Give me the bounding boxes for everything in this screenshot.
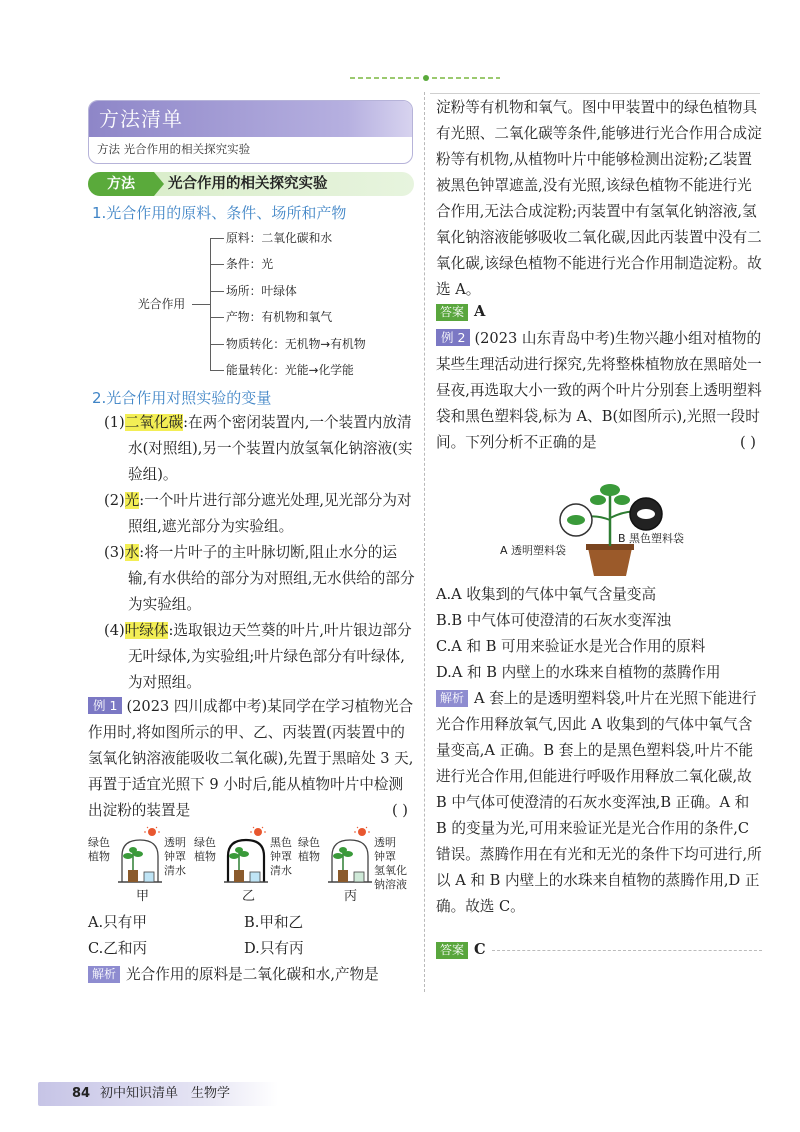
example1-stem-text: (2023 四川成都中考)某同学在学习植物光合作用时,将如图所示的甲、乙、丙装置(丙装置中的氢氧化钠溶液能吸收二氧化碳),先置于黑暗处 3 天,再置于适宜光照下 9 小时后,能从植物叶片中检测出淀粉的装置是 [88,698,414,819]
top-ornament [350,74,500,82]
example1-stem [88,694,414,824]
example2-options [436,582,762,686]
option-a: A.只有甲 [88,914,147,931]
analysis-text: 光合作用的原料是二氧化碳和水,产物是 [126,966,379,983]
label-jar-content: 透明 钟罩 氢氧化 钠溶液 [374,836,407,891]
section1-title: 1.光合作用的原料、条件、场所和产物 [92,204,347,222]
tree-branch: 条件：光 [226,257,274,271]
tree-branch-line [210,370,224,371]
variable-key: 二氧化碳 [124,414,184,431]
analysis-text: A 套上的是透明塑料袋,叶片在光照下能进行光合作用释放氧气,因此 A 收集到的气体中氧气含量变高,A 正确。B 套上的是黑色塑料袋,叶片不能进行光合作用,但能进行呼吸作用释放二氧化碳,故 B 中气体可使澄清的石灰水变浑浊,B 正确。A 和 B 的变量为光,可用来验证光是光合作用的条件,C 错误。蒸腾作用在有光和无光的条件下均可进行,所以 A 和 B 内壁上的水珠来自植物的蒸腾作用,D 正确。故选 C。 [436,690,762,915]
item-number: (4) [104,622,125,639]
example2-figure [500,480,720,580]
label-jar-content: 透明 钟罩 清水 [164,836,186,877]
answer-tag: 答案 [436,942,468,959]
answer-value: C [474,941,486,958]
sun-icon [354,827,370,836]
variable-text: :一个叶片进行部分遮光处理,见光部分为对照组,遮光部分为实验组。 [128,492,412,535]
method-title: 光合作用的相关探究实验 [168,176,328,192]
concept-tree [96,228,416,388]
tree-branch-line [210,264,224,265]
variables-list [104,410,416,696]
option-d: D.A 和 B 内壁上的水珠来自植物的蒸腾作用 [436,664,721,681]
tree-branch-line [210,291,224,292]
variable-text: :将一片叶子的主叶脉切断,阻止水分的运输,有水供给的部分为对照组,无水供给的部分为实验组。 [128,544,415,613]
variable-key: 光 [124,492,140,509]
setup-name: 乙 [242,889,256,904]
tree-trunk [210,238,211,370]
label-b-black-bag: B 黑色塑料袋 [618,532,685,545]
example2-answer-row [436,938,762,962]
bell-jar-setup-bing [326,826,374,888]
analysis-tag: 解析 [436,690,468,707]
variable-item [104,540,416,618]
label-green-plant: 绿色 植物 [194,836,216,863]
example2-analysis [436,686,762,920]
tree-branch-line [210,317,224,318]
option-c: C.乙和丙 [88,940,148,957]
example2-tag: 例 2 [436,329,470,346]
option-a: A.A 收集到的气体中氧气含量变高 [436,586,657,603]
tree-root: 光合作用 [138,297,186,311]
answer-paren: ( ) [391,802,408,819]
label-jar-content: 黑色 钟罩 清水 [270,836,292,877]
method-list-title: 方法清单 [89,101,412,137]
example1-analysis-cont: 淀粉等有机物和氧气。图中甲装置中的绿色植物具有光照、二氧化碳等条件,能够进行光合作用合成淀粉等有机物,从植物叶片中能够检测出淀粉;乙装置被黑色钟罩遮盖,没有光照,该绿色植物不能进行光合作用,无法合成淀粉;丙装置中有氢氧化钠溶液,氢氧化钠溶液能够吸收二氧化碳,因此丙装置中没有二氧化碳,该绿色植物不能进行光合作用制造淀粉。故选 A。 [436,99,762,298]
example2-stem [436,326,762,456]
bell-jar-setup-jia [116,826,164,888]
answer-tag: 答案 [436,304,468,321]
tree-branch: 能量转化：光能→化学能 [226,363,354,377]
method-tag: 方法 [88,172,154,196]
variable-text: :选取银边天竺葵的叶片,叶片银边部分无叶绿体,为实验组;叶片绿色部分有叶绿体,为对照组。 [128,622,412,691]
item-number: (2) [104,492,125,509]
variable-key: 水 [124,544,140,561]
option-b: B.B 中气体可使澄清的石灰水变浑浊 [436,612,672,629]
variable-text: :在两个密闭装置内,一个装置内放清水(对照组),另一个装置内放氢氧化钠溶液(实验组)。 [128,414,413,483]
answer-dashed-rule [492,950,762,951]
tree-branch-line [210,238,224,239]
item-number: (3) [104,544,125,561]
example1-options [88,910,418,962]
example1-figure [88,826,418,906]
sun-icon [250,827,266,836]
top-rule [430,93,760,94]
answer-value: A [474,303,486,320]
example1-analysis-start [88,962,418,988]
label-a-transparent-bag: A 透明塑料袋 [500,544,567,557]
variable-item [104,410,416,488]
setup-name: 丙 [344,889,358,904]
tree-branch-line [210,344,224,345]
analysis-tag: 解析 [88,966,120,983]
tree-branch: 原料：二氧化碳和水 [226,231,333,245]
setup-name: 甲 [136,889,150,904]
variable-key: 叶绿体 [124,622,169,639]
sun-icon [144,826,160,836]
section2-title: 2.光合作用对照实验的变量 [92,389,272,407]
page-number: 84 [72,1086,91,1101]
variable-item [104,488,416,540]
potted-plant-illustration [550,480,670,578]
example1-tag: 例 1 [88,697,122,714]
bell-jar-setup-yi [222,826,270,888]
option-b: B.甲和乙 [244,914,304,931]
example1-answer-row [436,300,762,324]
method-list-box [88,100,413,164]
column-divider [424,92,425,992]
variable-item [104,618,416,696]
item-number: (1) [104,414,125,431]
label-green-plant: 绿色 植物 [88,836,110,863]
tree-connector [192,304,210,305]
tree-branch: 物质转化：无机物→有机物 [226,337,366,351]
answer-paren: ( ) [739,434,756,451]
example2-stem-text: (2023 山东青岛中考)生物兴趣小组对植物的某些生理活动进行探究,先将整株植物放在黑暗处一昼夜,再选取大小一致的两个叶片分别套上透明塑料袋和黑色塑料袋,标为 A、B(如图所示),光照一段时间。下列分析不正确的是 [436,330,762,451]
method-list-item: 方法 光合作用的相关探究实验 [97,142,251,156]
tree-branch: 场所：叶绿体 [226,284,297,298]
book-title: 初中知识清单 生物学 [100,1086,231,1101]
label-green-plant: 绿色 植物 [298,836,320,863]
tree-branch: 产物：有机物和氧气 [226,310,333,324]
option-c: C.A 和 B 可用来验证水是光合作用的原料 [436,638,706,655]
option-d: D.只有丙 [244,940,304,957]
